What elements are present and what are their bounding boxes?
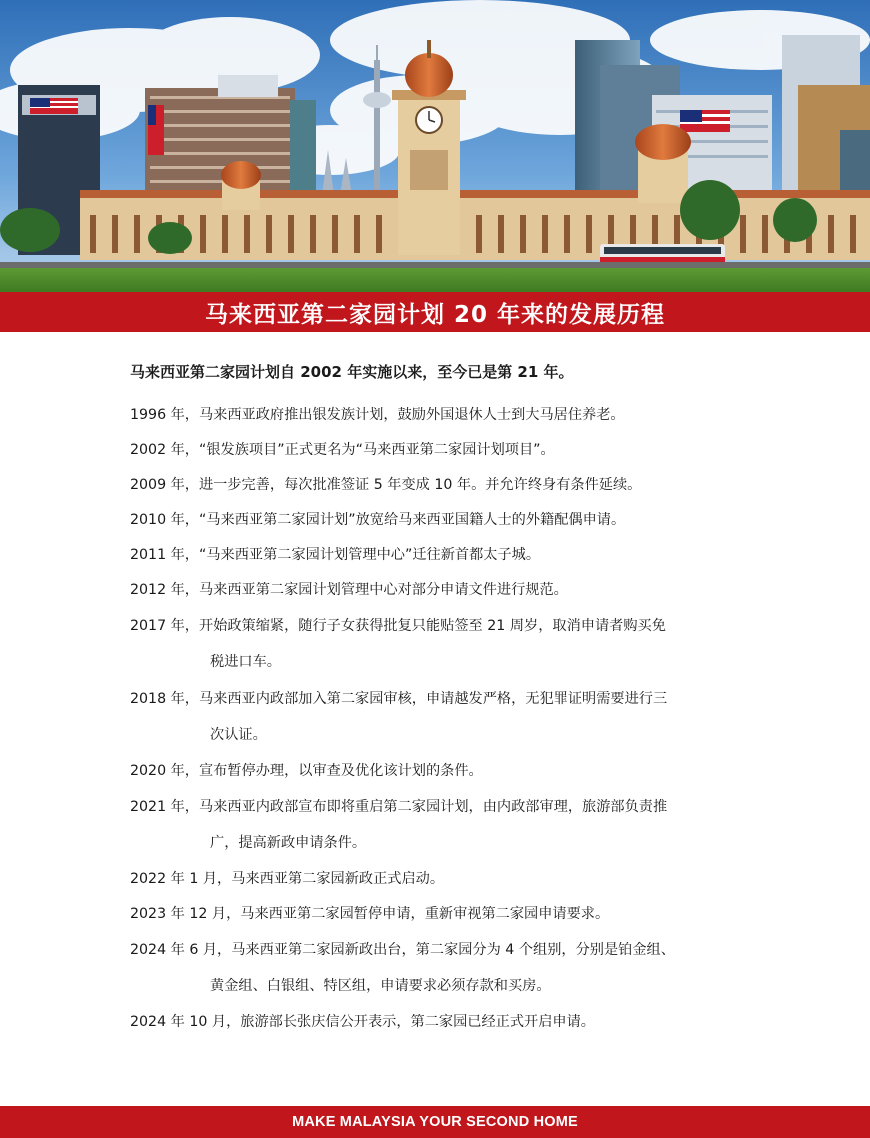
timeline-item: 2002 年，“银发族项目”正式更名为“马来西亚第二家园计划项目”。: [130, 442, 555, 458]
timeline-item: 2024 年 10 月，旅游部长张庆信公开表示，第二家园已经正式开启申请。: [130, 1014, 595, 1030]
page-title: 马来西亚第二家园计划 20 年来的发展历程: [204, 301, 666, 328]
timeline-item: 2009 年，进一步完善，每次批准签证 5 年变成 10 年。并允许终身有条件延续。: [130, 477, 642, 493]
hero-photo: [0, 0, 870, 292]
title-banner: [0, 292, 870, 332]
timeline-item: 2022 年 1 月，马来西亚第二家园新政正式启动。: [130, 871, 445, 887]
timeline-item: 2018 年，马来西亚内政部加入第二家园审核，申请越发严格，无犯罪证明需要进行三 次认证。: [130, 691, 668, 743]
intro-lead: 马来西亚第二家园计划自 2002 年实施以来，至今已是第 21 年。: [130, 363, 574, 381]
timeline-item: 2020 年，宣布暂停办理，以审查及优化该计划的条件。: [130, 763, 483, 779]
timeline-item: 2024 年 6 月，马来西亚第二家园新政出台，第二家园分为 4 个组别，分别是铂金组、 黄金组、白银组、特区组，申请要求必须存款和买房。: [130, 942, 675, 994]
timeline-item: 1996 年，马来西亚政府推出银发族计划，鼓励外国退休人士到大马居住养老。: [130, 407, 625, 423]
timeline-item: 2017 年，开始政策缩紧，随行子女获得批复只能贴签至 21 周岁，取消申请者购买免 税进口车。: [130, 618, 666, 670]
malaysia-flag-right: [680, 110, 730, 132]
timeline-section: [130, 360, 750, 1047]
malaysia-flag-left: [30, 98, 78, 114]
timeline-item: 2010 年，“马来西亚第二家园计划”放宽给马来西亚国籍人士的外籍配偶申请。: [130, 512, 626, 528]
timeline-item: 2023 年 12 月，马来西亚第二家园暂停申请，重新审视第二家园申请要求。: [130, 906, 610, 922]
footer-banner: [0, 1106, 870, 1138]
timeline-item: 2011 年，“马来西亚第二家园计划管理中心”迁往新首都太子城。: [130, 547, 541, 563]
timeline-list: [130, 405, 750, 1032]
timeline-item: 2021 年，马来西亚内政部宣布即将重启第二家园计划，由内政部审理，旅游部负责推 广，提高新政申请条件。: [130, 799, 668, 851]
footer-tagline: MAKE MALAYSIA YOUR SECOND HOME: [292, 1114, 578, 1130]
timeline-item: 2012 年，马来西亚第二家园计划管理中心对部分申请文件进行规范。: [130, 582, 568, 598]
